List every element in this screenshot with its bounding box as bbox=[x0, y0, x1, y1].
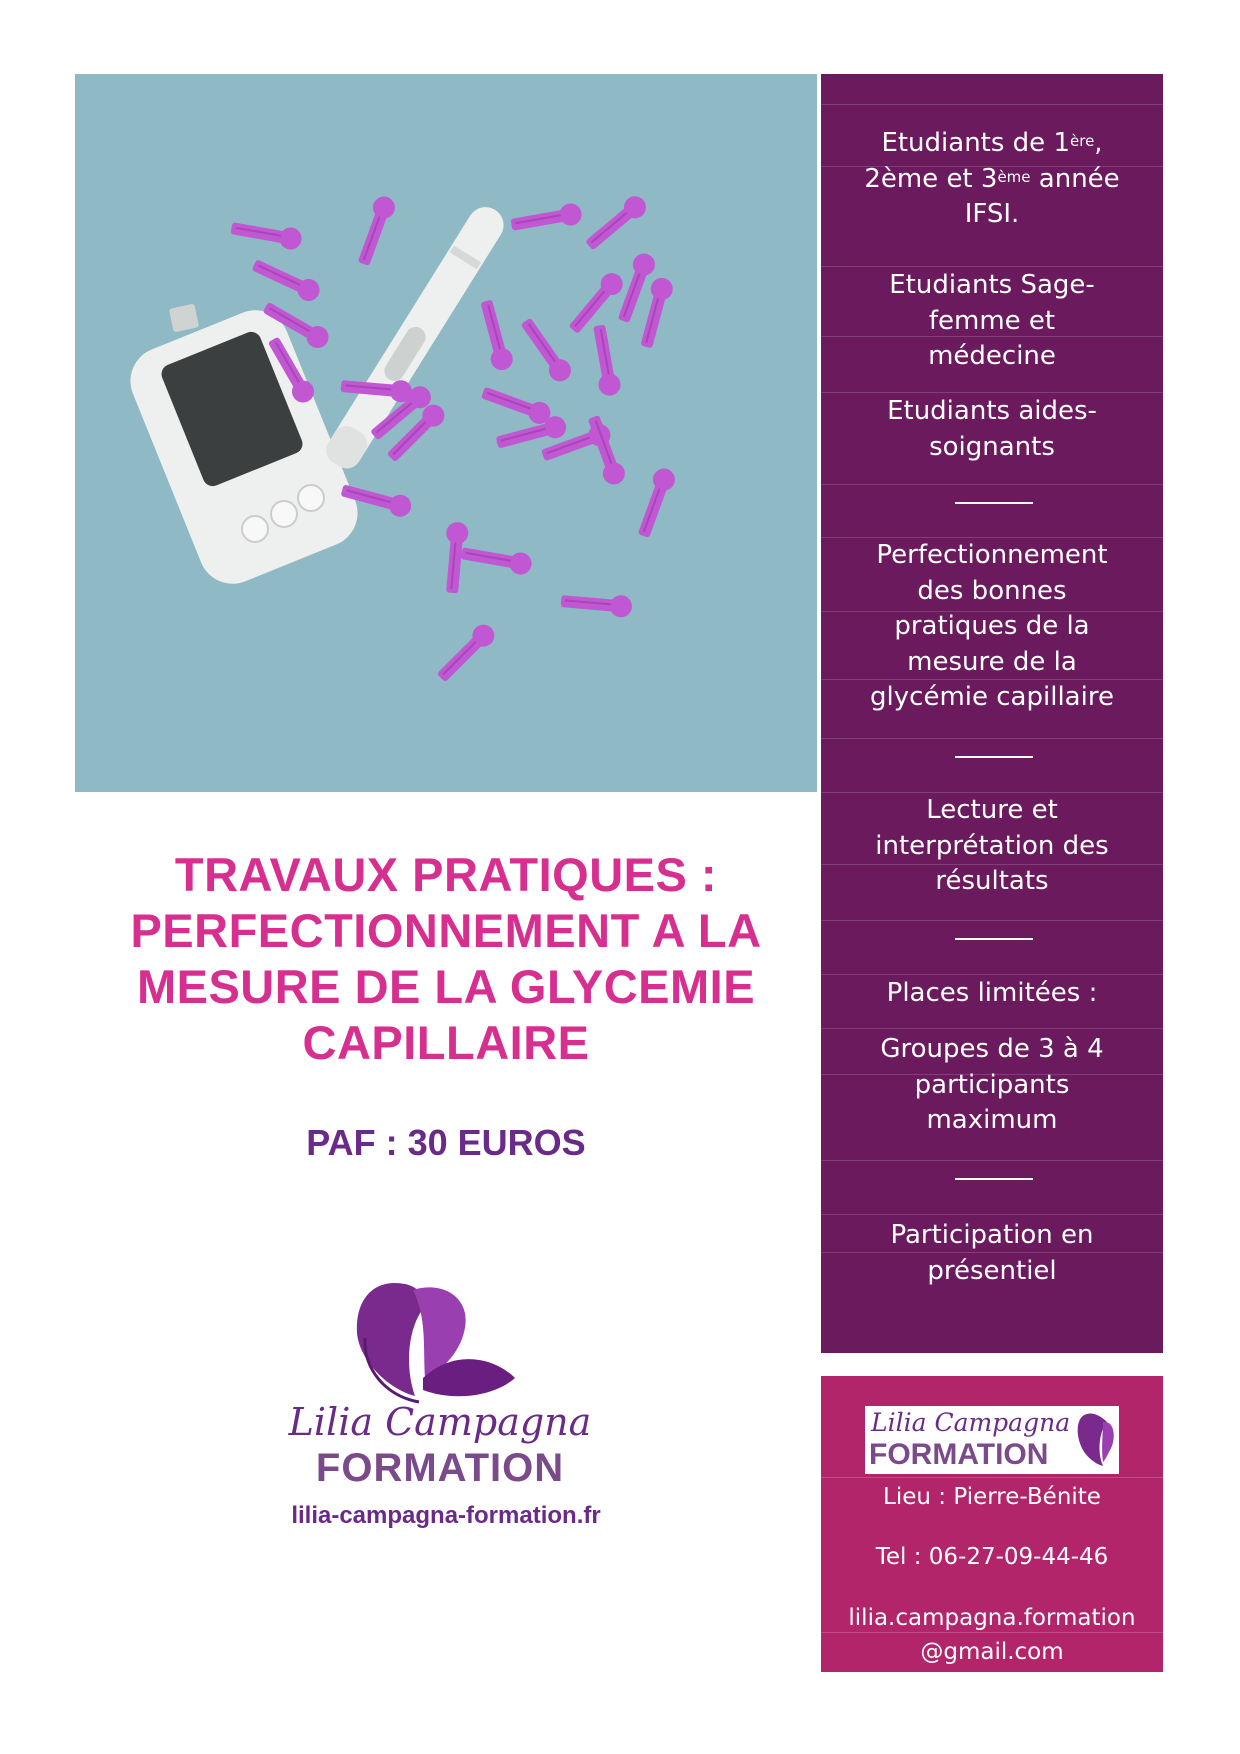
separator bbox=[955, 1178, 1033, 1180]
audience-line-2: 2ème et 3 bbox=[864, 163, 998, 194]
attendance-block bbox=[821, 1218, 1163, 1289]
title-line: CAPILLAIRE bbox=[302, 1016, 590, 1069]
reading-line: résultats bbox=[935, 866, 1049, 896]
midwife-block bbox=[821, 268, 1163, 375]
title-line: MESURE DE LA GLYCEMIE bbox=[136, 960, 756, 1013]
price-label: PAF : 30 EUROS bbox=[306, 1122, 586, 1163]
places-text: Places limitées : bbox=[886, 978, 1098, 1008]
reading-line: interprétation des bbox=[875, 830, 1109, 861]
contact-logo bbox=[865, 1406, 1119, 1474]
aides-line: Etudiants aides- bbox=[887, 396, 1097, 426]
topic-block bbox=[821, 538, 1163, 716]
audience-sup-1: ère bbox=[1070, 132, 1095, 150]
title-line: PERFECTIONNEMENT A LA bbox=[130, 904, 762, 957]
contact-box bbox=[821, 1376, 1163, 1672]
reading-block bbox=[821, 793, 1163, 900]
glucose-meter-photo bbox=[75, 74, 817, 792]
midwife-line: Etudiants Sage- bbox=[889, 270, 1095, 300]
audience-sup-2: ème bbox=[997, 167, 1031, 186]
audience-line-2-suffix: année bbox=[1030, 163, 1120, 194]
butterfly-icon bbox=[345, 1278, 525, 1412]
midwife-line: médecine bbox=[928, 341, 1056, 371]
audience-line-3: IFSI. bbox=[964, 199, 1020, 229]
contact-email-line-1[interactable]: lilia.campagna.formation bbox=[848, 1605, 1136, 1631]
photo-illustration bbox=[75, 74, 817, 792]
page-title bbox=[75, 847, 817, 1071]
reading-line: Lecture et bbox=[926, 795, 1058, 825]
topic-line: mesure de la bbox=[907, 646, 1077, 677]
topic-line: des bonnes bbox=[917, 575, 1067, 606]
separator bbox=[955, 756, 1033, 758]
separator bbox=[955, 502, 1033, 504]
attendance-line: présentiel bbox=[927, 1255, 1057, 1286]
butterfly-icon bbox=[1073, 1412, 1117, 1472]
midwife-line: femme et bbox=[928, 305, 1056, 336]
contact-phone[interactable]: Tel : 06-27-09-44-46 bbox=[875, 1544, 1109, 1570]
audience-block bbox=[821, 126, 1163, 233]
attendance-line: Participation en bbox=[890, 1220, 1094, 1250]
groups-line: maximum bbox=[926, 1105, 1058, 1135]
contact-logo-script: Lilia Campagna bbox=[871, 1408, 1071, 1437]
contact-place: Lieu : Pierre-Bénite bbox=[883, 1484, 1101, 1510]
info-sidebar bbox=[821, 74, 1163, 1353]
website-link[interactable]: lilia-campagna-formation.fr bbox=[291, 1502, 601, 1529]
logo-script-text: Lilia Campagna bbox=[288, 1400, 592, 1444]
title-line: TRAVAUX PRATIQUES : bbox=[174, 848, 718, 901]
topic-line: glycémie capillaire bbox=[870, 682, 1114, 712]
aides-line: soignants bbox=[929, 431, 1055, 462]
groups-block bbox=[821, 1032, 1163, 1139]
groups-line: participants bbox=[914, 1069, 1070, 1100]
audience-line-1-suffix: , bbox=[1094, 128, 1103, 158]
audience-line-1: Etudiants de 1 bbox=[881, 128, 1070, 158]
contact-logo-word: FORMATION bbox=[869, 1438, 1049, 1471]
aides-block bbox=[821, 394, 1163, 465]
topic-line: Perfectionnement bbox=[876, 540, 1108, 570]
contact-email-line-2[interactable]: @gmail.com bbox=[920, 1639, 1064, 1665]
logo-word-text: FORMATION bbox=[315, 1446, 565, 1490]
topic-line: pratiques de la bbox=[894, 611, 1090, 641]
separator bbox=[955, 938, 1033, 940]
groups-line: Groupes de 3 à 4 bbox=[880, 1034, 1104, 1064]
